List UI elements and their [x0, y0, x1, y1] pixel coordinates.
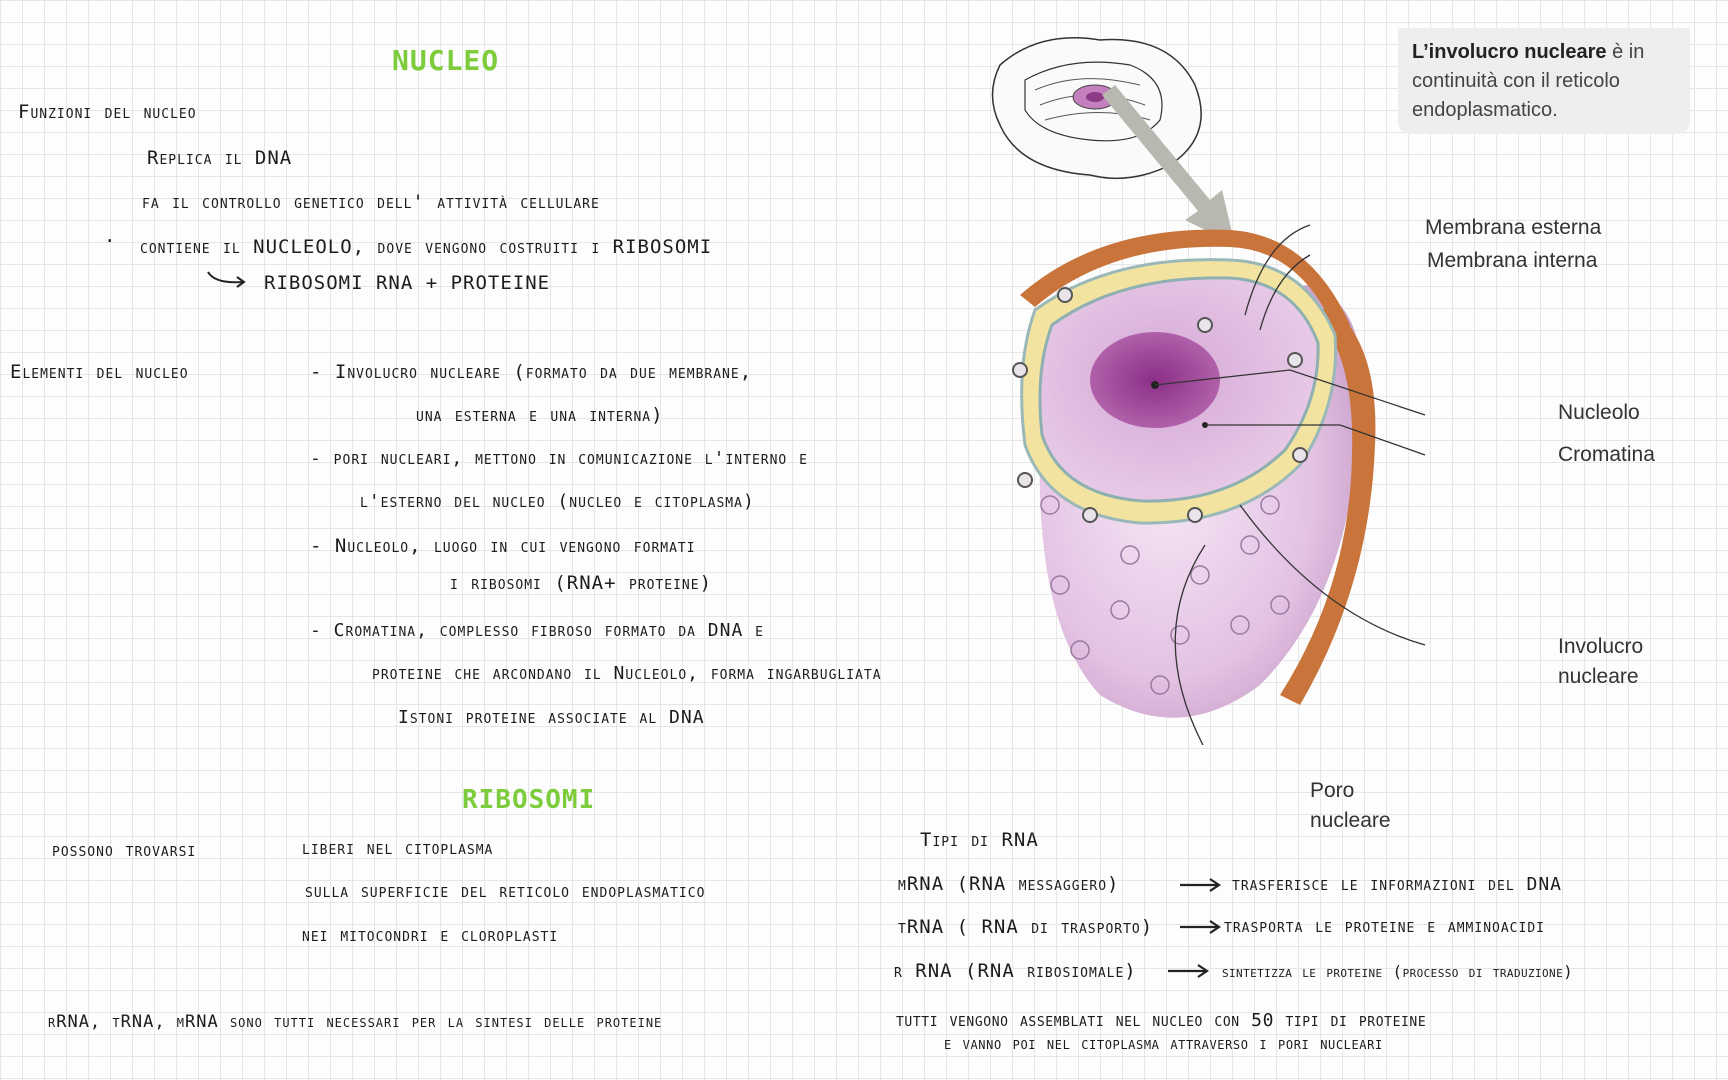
elemento-line: - Cromatina, complesso fibroso formato da DNA e — [310, 620, 764, 641]
rna-footer: e vanno poi nel citoplasma attraverso i pori nucleari — [944, 1034, 1383, 1054]
elementi-label: Elementi del nucleo — [10, 361, 189, 383]
ribosomi-luogo: liberi nel citoplasma — [302, 838, 494, 859]
rna-desc: sintetizza le proteine (processo di traduzione) — [1222, 962, 1574, 981]
bullet-dot: · — [104, 230, 117, 252]
elemento-line: l'esterno del nucleo (nucleo e citoplasma) — [360, 491, 755, 512]
elemento-line: - pori nucleari, mettono in comunicazione l'interno e — [310, 448, 808, 469]
rna-name: tRNA ( RNA di trasporto) — [898, 916, 1154, 938]
hook-arrow-icon — [205, 268, 249, 290]
rna-name: mRNA (RNA messaggero) — [898, 873, 1120, 895]
nucleo-title: NUCLEO — [392, 44, 500, 77]
rna-name: r RNA (RNA ribosiomale) — [894, 960, 1137, 982]
funzione-item: Replica il DNA — [147, 147, 293, 169]
funzioni-label: Funzioni del nucleo — [18, 101, 197, 123]
arrow-right-icon — [1178, 876, 1224, 894]
elemento-line: i ribosomi (RNA+ proteine) — [450, 572, 713, 594]
callout-bold: L’involucro nucleare — [1412, 41, 1607, 63]
ribosomi-title: RIBOSOMI — [462, 785, 596, 815]
label-poro: Poro nucleare — [1310, 779, 1391, 833]
elemento-line: - Involucro nucleare (formato da due membrane, — [310, 361, 753, 383]
elemento-line: una esterna e una interna) — [416, 404, 664, 426]
rna-desc: trasferisce le informazioni del DNA — [1232, 874, 1563, 895]
ribosomi-footer: rRNA, tRNA, mRNA sono tutti necessari per la sintesi delle proteine — [48, 1012, 663, 1032]
label-membrana-interna: Membrana interna — [1427, 249, 1598, 272]
ribosomi-luogo: nei mitocondri e cloroplasti — [302, 925, 559, 946]
label-involucro: Involucro nucleare — [1558, 635, 1644, 689]
label-membrana-esterna: Membrana esterna — [1425, 216, 1602, 239]
funzione-item: fa il controllo genetico dell' attività cellulare — [142, 191, 600, 213]
ribosomi-luogo: sulla superficie del reticolo endoplasmatico — [305, 881, 706, 902]
funzione-item: RIBOSOMI RNA + PROTEINE — [264, 272, 551, 294]
label-nucleolo: Nucleolo — [1558, 401, 1640, 424]
rna-title: Tipi di RNA — [920, 829, 1039, 851]
elemento-line: - Nucleolo, luogo in cui vengono formati — [310, 535, 696, 557]
elemento-line: Istoni proteine associate al DNA — [398, 707, 705, 728]
funzione-item: contiene il NUCLEOLO, dove vengono costruiti i RIBOSOMI — [140, 236, 713, 258]
arrow-right-icon — [1166, 962, 1212, 980]
label-cromatina: Cromatina — [1558, 443, 1655, 466]
arrow-right-icon — [1178, 918, 1224, 936]
callout-text: è in continuità con il reticolo endoplasmatico. — [1412, 41, 1645, 121]
rna-desc: trasporta le proteine e amminoacidi — [1224, 916, 1545, 937]
elemento-line: proteine che arcondano il Nucleolo, forma ingarbugliata — [372, 663, 882, 684]
possono-label: possono trovarsi — [52, 840, 197, 861]
rna-footer: tutti vengono assemblati nel nucleo con 50 tipi di proteine — [896, 1010, 1427, 1031]
nucleus-sphere — [1013, 230, 1375, 718]
